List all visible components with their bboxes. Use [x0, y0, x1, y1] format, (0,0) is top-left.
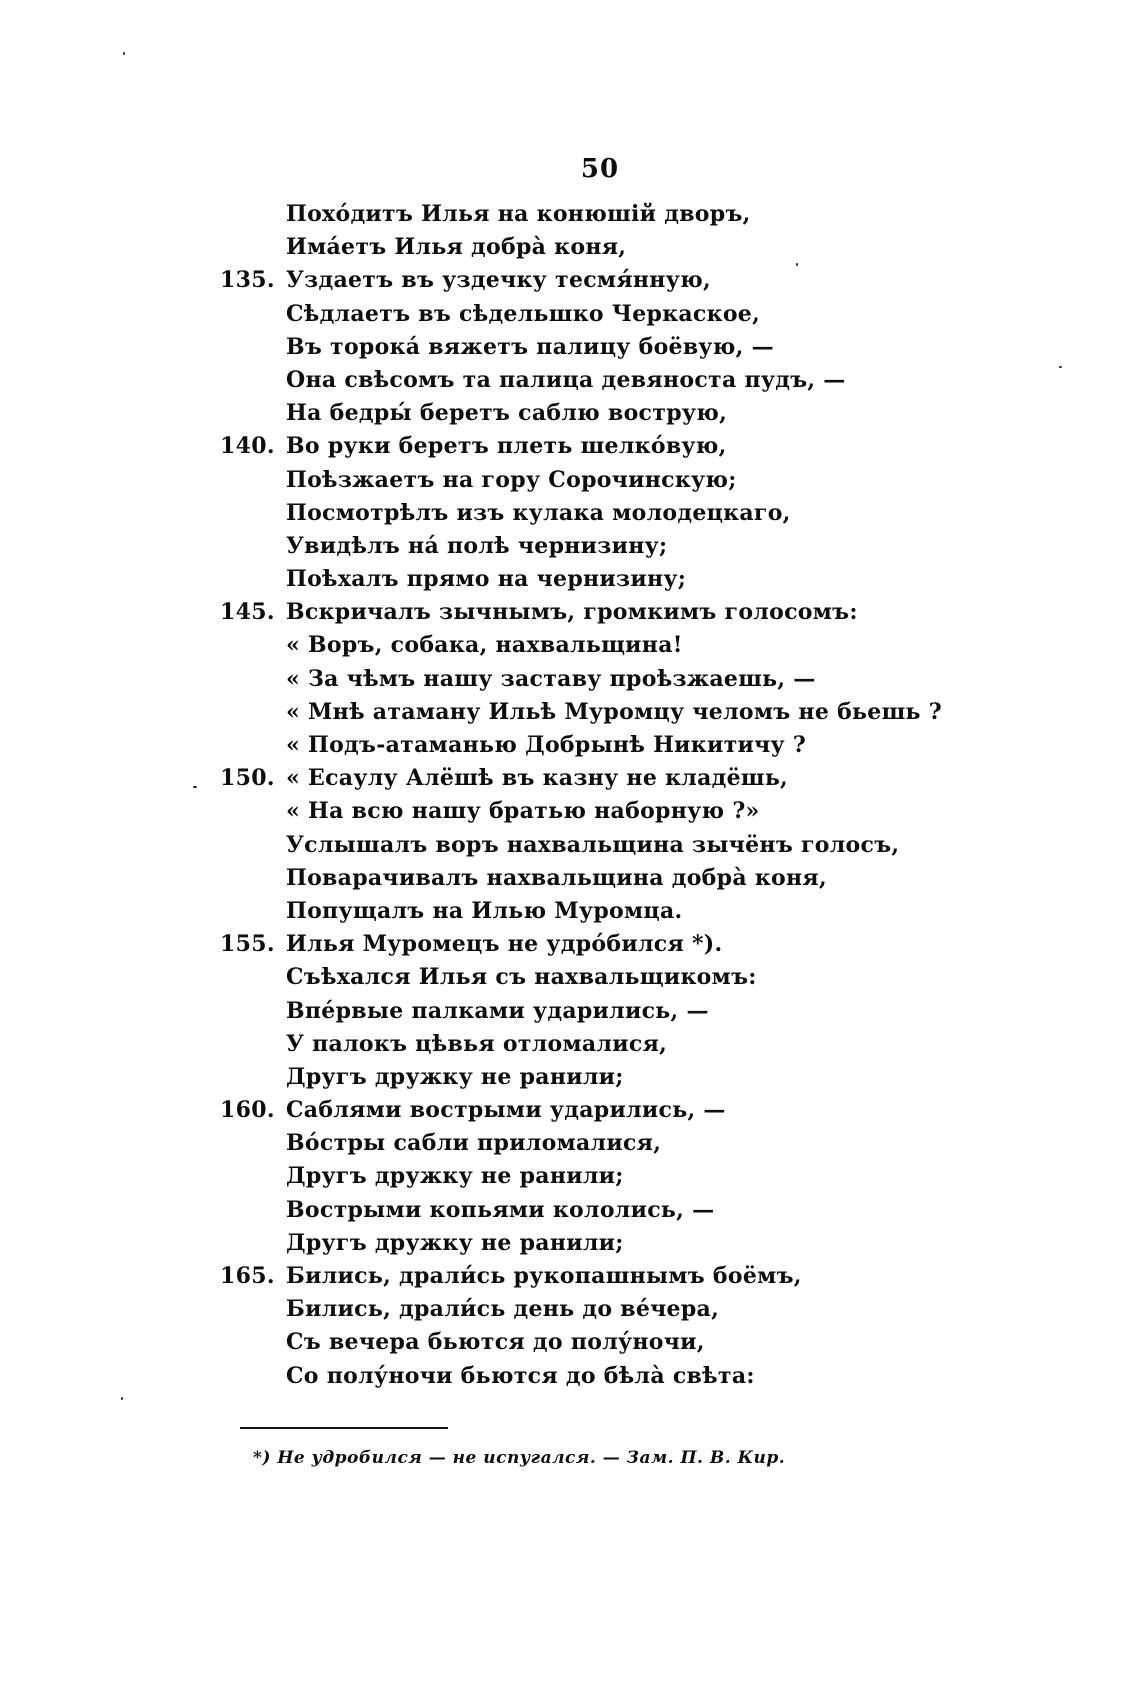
verse-line [200, 430, 920, 463]
verse-line [200, 596, 920, 629]
verse-line [200, 663, 920, 696]
verse-text: Попущалъ на Илью Муромца. [286, 897, 683, 924]
verse-text: На бедры́ беретъ саблю вострую, [286, 400, 728, 427]
verse-line [200, 995, 920, 1028]
verse-text: Во́стры сабли приломалися, [286, 1130, 662, 1157]
scan-speck [193, 786, 197, 788]
verse-line [200, 762, 920, 795]
verse-line [200, 563, 920, 596]
verse-line [200, 397, 920, 430]
line-number: 140. [220, 433, 275, 460]
verse-text: У палокъ цѣвья отломалися, [286, 1030, 668, 1057]
line-number: 155. [220, 931, 275, 958]
verse-text: Сѣдлаетъ въ сѣдельшко Черкаское, [286, 300, 761, 327]
scan-speck [123, 52, 125, 55]
verse-text: Посмотрѣлъ изъ кулака молодецкаго, [286, 499, 791, 526]
line-number: 160. [220, 1097, 275, 1124]
verse-text: Въ торока́ вяжетъ палицу боёвую, — [286, 333, 774, 360]
verse-line [200, 1326, 920, 1359]
verse-line [200, 1360, 920, 1393]
verse-text: Поѣхалъ прямо на чернизину; [286, 566, 687, 593]
verse-text: Уздаетъ въ уздечку тесмя́нную, [286, 267, 711, 294]
verse-line [200, 1028, 920, 1061]
verse-text: « На всю нашу братью наборную ?» [286, 798, 760, 825]
verse-line [200, 497, 920, 530]
footnote: *) Не удробился — не испугался. — Зам. П. В. Кир. [253, 1448, 786, 1468]
line-number: 150. [220, 765, 275, 792]
verse-text: Поварачивалъ нахвальщина добра̀ коня, [286, 864, 827, 891]
verse-text: « Воръ, собака, нахвальщина! [286, 632, 683, 659]
verse-block [200, 198, 942, 1393]
verse-text: Вострыми копьями кололись, — [286, 1196, 715, 1223]
verse-text: Бились, драли́сь день до ве́чера, [286, 1296, 720, 1323]
verse-text: Съ вечера бьются до полу́ночи, [286, 1329, 705, 1356]
verse-text: « За чѣмъ нашу заставу проѣзжаешь, — [286, 665, 816, 692]
verse-text: Съѣхался Илья съ нахвальщикомъ: [286, 964, 757, 991]
line-number: 135. [220, 267, 275, 294]
footnote-divider [240, 1427, 448, 1429]
verse-text: Бились, драли́сь рукопашнымъ боёмъ, [286, 1263, 802, 1289]
verse-text: Има́етъ Илья добра̀ коня, [286, 234, 627, 261]
verse-text: « Есаулу Алёшѣ въ казну не кладёшь, [286, 765, 789, 792]
verse-line [200, 1194, 920, 1227]
verse-line [200, 961, 920, 994]
scan-speck [121, 1397, 123, 1400]
verse-text: Во руки беретъ плеть шелко́вую, [286, 433, 727, 460]
verse-line [200, 1094, 920, 1127]
verse-line [200, 895, 920, 928]
verse-text: Впе́рвые палками ударились, — [286, 997, 709, 1024]
verse-line [200, 331, 920, 364]
page-number: 50 [580, 154, 620, 184]
scan-speck [796, 263, 798, 266]
verse-line [200, 1061, 920, 1094]
verse-text: Она свѣсомъ та палица девяноста пудъ, — [286, 366, 846, 393]
verse-line [200, 530, 920, 563]
verse-text: « Подъ-атаманью Добрынѣ Никитичу ? [286, 732, 807, 758]
verse-text: Другъ дружку не ранили; [286, 1229, 624, 1256]
verse-text: Вскричалъ зычнымъ, громкимъ голосомъ: [286, 599, 858, 626]
verse-line [200, 928, 920, 961]
verse-line [200, 862, 920, 895]
verse-line [200, 1127, 920, 1160]
verse-text: Илья Муромецъ не удро́бился *). [286, 931, 723, 958]
verse-line [200, 1227, 920, 1260]
line-number: 145. [220, 599, 275, 626]
verse-line [200, 464, 920, 497]
verse-line [200, 696, 942, 729]
line-number: 165. [220, 1263, 275, 1289]
verse-text: Увидѣлъ на́ полѣ чернизину; [286, 532, 668, 559]
verse-line [200, 629, 920, 662]
verse-line [200, 364, 920, 397]
verse-text: Саблями вострыми ударились, — [286, 1097, 726, 1124]
verse-line [200, 1160, 920, 1193]
verse-text: Другъ дружку не ранили; [286, 1163, 624, 1190]
verse-text: « Мнѣ атаману Ильѣ Муромцу челомъ не бьешь ? [286, 698, 942, 725]
verse-text: Другъ дружку не ранили; [286, 1063, 624, 1090]
verse-line [200, 231, 920, 264]
verse-line [200, 1293, 920, 1326]
verse-line [200, 795, 920, 828]
verse-text: Похо́дитъ Илья на конюшій дворъ, [286, 201, 751, 227]
verse-text: Поѣзжаетъ на гору Сорочинскую; [286, 466, 737, 493]
verse-line [200, 1260, 920, 1293]
verse-text: Услышалъ воръ нахвальщина зычёнъ голосъ, [286, 831, 900, 858]
scan-speck [1059, 366, 1062, 368]
verse-text: Со полу́ночи бьются до бѣла̀ свѣта: [286, 1362, 755, 1389]
verse-line [200, 829, 920, 862]
verse-line [200, 298, 920, 331]
verse-line [200, 198, 920, 231]
verse-line [200, 729, 920, 762]
verse-line [200, 264, 920, 297]
